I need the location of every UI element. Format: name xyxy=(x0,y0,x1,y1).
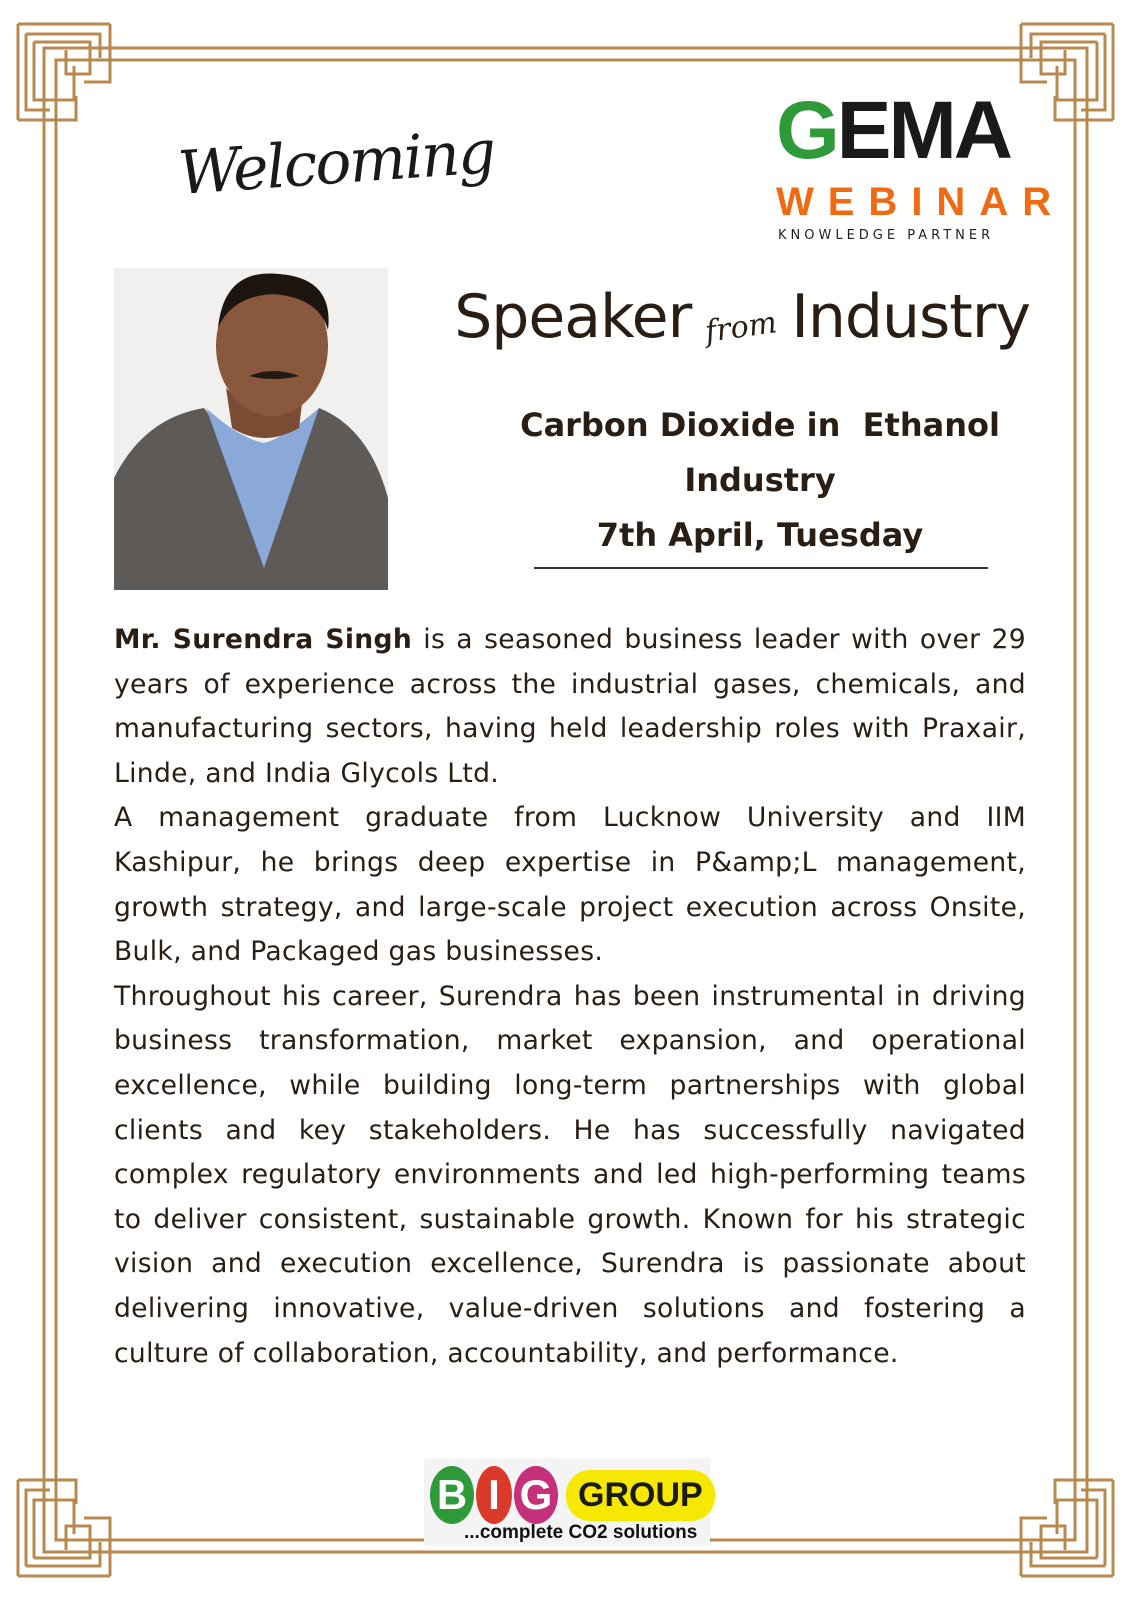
speaker-photo xyxy=(114,268,388,590)
divider-line xyxy=(534,567,988,569)
gema-webinar-logo xyxy=(776,85,1066,245)
gema-brand-text: EMA xyxy=(836,85,1011,176)
big-letter-g: G xyxy=(514,1466,558,1524)
webinar-date: 7th April, Tuesday xyxy=(596,516,924,554)
big-group-tagline: ...complete CO2 solutions xyxy=(464,1522,698,1543)
bio-paragraph-3: Throughout his career, Surendra has been instrumental in driving business transformation, market expansion, and operational excellence, while building long-term partnerships with global clients and key stakeholders. He has successfully navigated complex regulatory environments and led high-performing teams to deliver consistent, sustainable growth. Known for his strategic vision and execution excellence, Surendra is passionate about delivering innovative, value-driven solutions and fostering a culture of collaboration, accountability, and performance. xyxy=(114,980,1026,1369)
bio-paragraph-1-text: is a seasoned business leader with over 29 years of experience across the industrial gases, chemicals, and manufacturing sectors, having held leadership roles with Praxair, Linde, and India Glycols Ltd. xyxy=(114,624,1026,789)
big-letter-b: B xyxy=(430,1466,474,1524)
big-group-wordmark xyxy=(430,1464,715,1526)
topic-line-1: Carbon Dioxide in Ethanol xyxy=(520,406,1000,444)
speaker-from-industry-title xyxy=(454,282,1030,352)
webinar-label: WEBINAR xyxy=(776,180,1066,224)
speaker-name: Mr. Surendra Singh xyxy=(114,624,413,655)
speaker-bio xyxy=(114,618,1026,1376)
gema-wordmark xyxy=(776,85,1011,176)
speaker-portrait-image xyxy=(114,268,388,590)
big-group-logo xyxy=(424,1458,710,1546)
big-letter-i: I xyxy=(476,1466,512,1524)
bio-paragraph-1 xyxy=(114,618,1026,796)
gema-leaf-g-icon: G xyxy=(776,85,837,176)
knowledge-partner-label: KNOWLEDGE PARTNER xyxy=(778,228,995,243)
group-label: GROUP xyxy=(566,1470,715,1521)
title-industry: Industry xyxy=(791,282,1030,352)
topic-line-2: Industry xyxy=(684,461,836,499)
bio-paragraph-2: A management graduate from Lucknow University and IIM Kashipur, he brings deep expertise in P&amp;L management, growth strategy, and large-scale project execution across Onsite, Bulk, and Packaged gas businesses. xyxy=(114,802,1026,968)
title-from: from xyxy=(703,305,780,350)
welcoming-script: Welcoming xyxy=(175,117,497,209)
webinar-topic xyxy=(490,398,1030,563)
title-speaker: Speaker xyxy=(454,282,692,352)
